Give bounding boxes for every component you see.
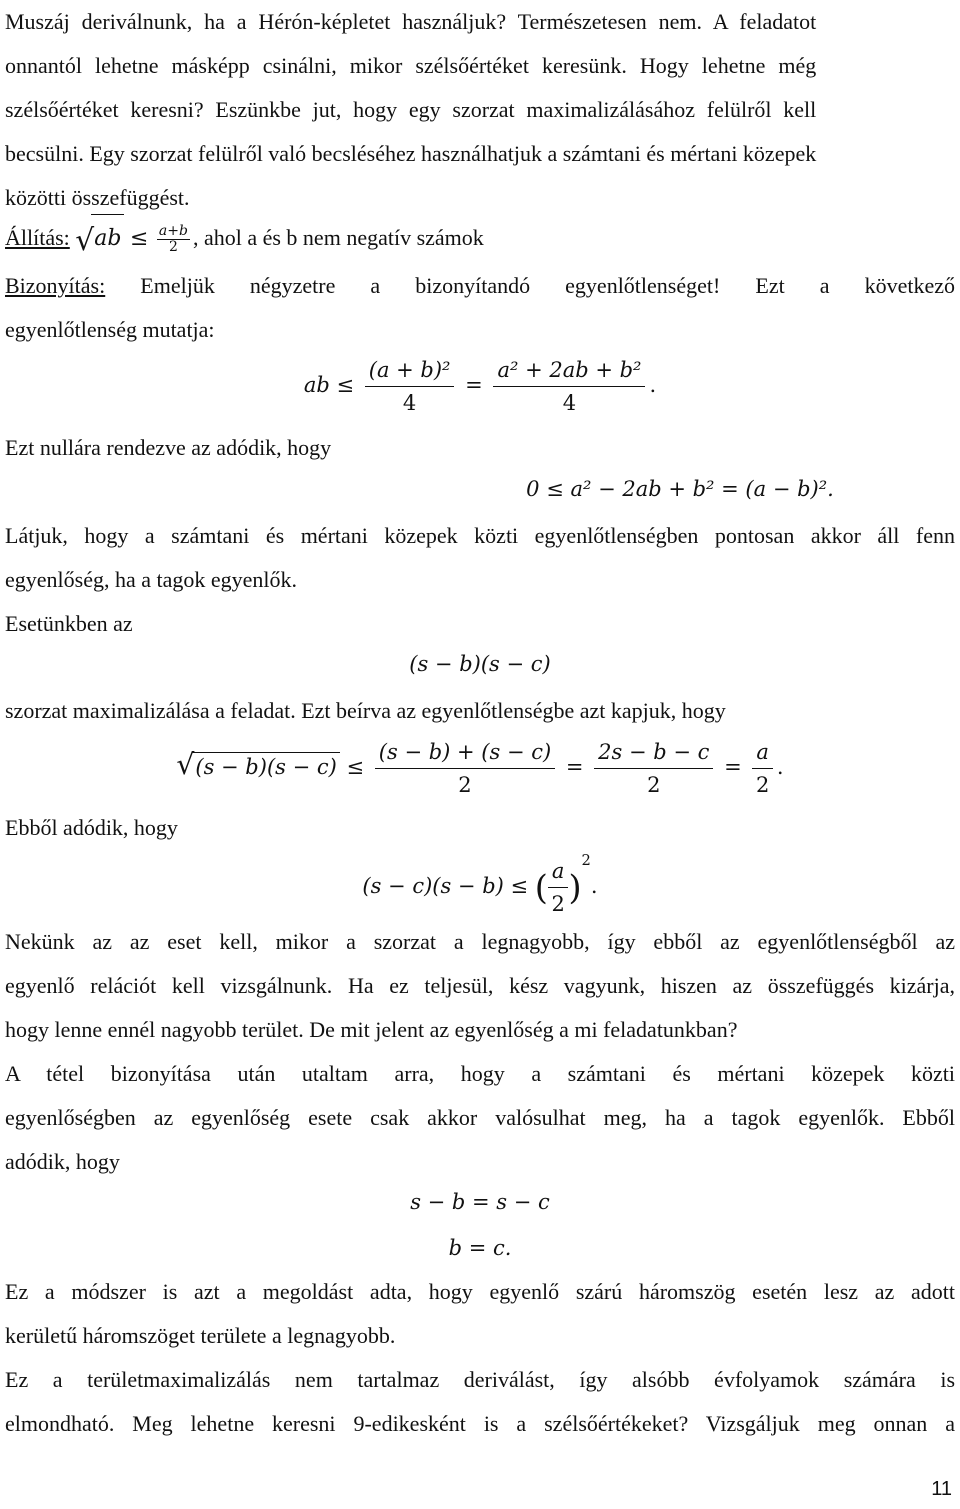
- text-line: becsülni. Egy szorzat felülről való becsléséhez használhatjuk a számtani és mértani közepek: [5, 141, 817, 166]
- sqrt-ab: √ ab: [75, 214, 124, 261]
- equation-2: 0 ≤ a² − 2ab + b² = (a − b)².: [526, 477, 834, 501]
- claim-line: Állítás: √ ab ≤ $\frac{a+b}{2}$ , ahol a és b nem negatív számok: [5, 214, 484, 261]
- text-line: Nekünk az az eset kell, mikor a szorzat a legnagyobb, így ebből az egyenlőtlenségből az: [5, 929, 955, 954]
- equation-3: (s − b)(s − c): [409, 652, 551, 676]
- equation-5: (s − c)(s − b) ≤ ( $\frac{a}{2}$ )$^2$.: [362, 852, 598, 916]
- proof-label: Bizonyítás:: [5, 273, 106, 298]
- text-line: adódik, hogy: [5, 1149, 120, 1174]
- page-number: 11: [931, 1478, 952, 1500]
- fraction-a-plus-b-over-2: $\frac{a+b}{2}$: [158, 223, 188, 256]
- equation-7: b = c.: [448, 1236, 512, 1260]
- text-line: Ez a módszer is azt a megoldást adta, hogy egyenlő szárú háromszög esetén lesz az adott: [5, 1279, 955, 1304]
- paragraph-modszer: [5, 1270, 955, 1358]
- text-line: közötti összefüggést.: [5, 185, 190, 210]
- claim-text: , ahol a és b nem negatív számok: [192, 225, 484, 250]
- text-line: egyenlőtlenség mutatja:: [5, 317, 215, 342]
- text-line: egyenlőségben az egyenlőség esete csak akkor valósulhat meg, ha a tagok egyenlők. Ebből: [5, 1105, 955, 1130]
- text-line: Muszáj deriválnunk, ha a Hérón-képletet használjuk? Természetesen nem. A feladatot: [5, 9, 817, 34]
- text-line: elmondható. Meg lehetne keresni 9-edikesként is a szélsőértékeket? Vizsgáljuk meg onnan a: [5, 1411, 955, 1436]
- text-line: szélsőértéket keresni? Eszünkbe jut, hogy egy szorzat maximalizálásához felülről kell: [5, 97, 817, 122]
- equation-4: √ (s − b)(s − c) ≤ $\frac{(s - b) + (s - c)}{2}$ = $\frac{2s - b - c}{2}$ = $\frac{a}{2}$ .: [176, 740, 784, 797]
- paragraph-terulet: [5, 1358, 955, 1446]
- proof-paragraph: [5, 264, 955, 352]
- text-line: hogy lenne ennél nagyobb terület. De mit jelent az egyenlőség a mi feladatunkban?: [5, 1017, 738, 1042]
- equation-6: s − b = s − c: [410, 1190, 550, 1214]
- text-line: Bizonyítás: Emeljük négyzetre a bizonyítandó egyenlőtlenséget! Ezt a következő: [5, 273, 955, 298]
- paragraph-nekunk: [5, 920, 955, 1052]
- text-line: Ebből adódik, hogy: [5, 815, 178, 840]
- text-line: Ez a területmaximalizálás nem tartalmaz deriválást, így alsóbb évfolyamok számára is: [5, 1367, 955, 1392]
- paragraph-intro: [5, 0, 816, 220]
- text-line: Ezt nullára rendezve az adódik, hogy: [5, 435, 332, 460]
- text-line: Látjuk, hogy a számtani és mértani közepek közti egyenlőtlenségben pontosan akkor áll fenn: [5, 523, 955, 548]
- text-line: kerületű háromszöget területe a legnagyobb.: [5, 1323, 396, 1348]
- equation-1: ab ≤ $\frac{\text{(a + b)²}}{4}$ = $\frac{\text{a² + 2ab + b²}}{4}$ .: [303, 358, 657, 415]
- text-line: szorzat maximalizálása a feladat. Ezt beírva az egyenlőtlenségbe azt kapjuk, hogy: [5, 698, 726, 723]
- text-line: egyenlő relációt kell vizsgálnunk. Ha ez teljesül, kész vagyunk, hiszen az összefüggés kizárja,: [5, 973, 955, 998]
- text-line: egyenlőség, ha a tagok egyenlők.: [5, 567, 298, 592]
- text-line: onnantól lehetne másképp csinálni, mikor szélsőértéket keresünk. Hogy lehetne még: [5, 53, 817, 78]
- paragraph-latjuk: [5, 514, 955, 646]
- text-line: Esetünkben az: [5, 611, 133, 636]
- paragraph-tetel: [5, 1052, 955, 1184]
- claim-label: Állítás:: [5, 225, 70, 250]
- text-line: A tétel bizonyítása után utaltam arra, hogy a számtani és mértani közepek közti: [5, 1061, 955, 1086]
